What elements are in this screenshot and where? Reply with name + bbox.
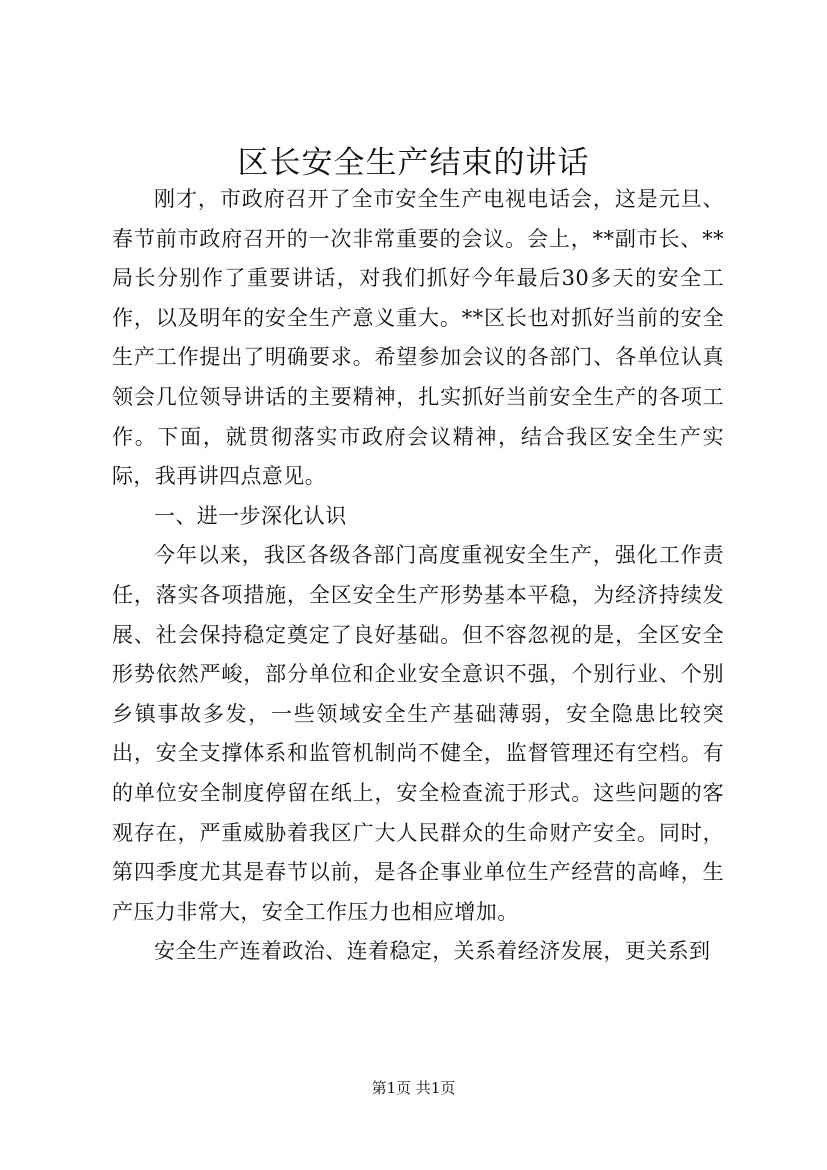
section-paragraph-1: 今年以来，我区各级各部门高度重视安全生产，强化工作责任，落实各项措施，全区安全生产形势基本平稳，为经济持续发展、社会保持稳定奠定了良好基础。但不容忽视的是，全区安全形势依然严峻，部分单位和企业安全意识不强，个别行业、个别乡镇事故多发，一些领域安全生产基础薄弱，安全隐患比较突出，安全支撑体系和监管机制尚不健全，监督管理还有空档。有的单位安全制度停留在纸上，安全检查流于形式。这些问题的客观存在，严重威胁着我区广大人民群众的生命财产安全。同时，第四季度尤其是春节以前，是各企事业单位生产经营的高峰，生产压力非常大，安全工作压力也相应增加。 [112, 543, 724, 924]
document-body [112, 180, 724, 972]
page-number-footer: 第1页 共1页 [371, 1079, 456, 1097]
intro-paragraph: 刚才，市政府召开了全市安全生产电视电话会，这是元旦、春节前市政府召开的一次非常重要的会议。会上，**副市长、**局长分别作了重要讲话，对我们抓好今年最后30多天的安全工作，以及明年的安全生产意义重大。**区长也对抓好当前的安全生产工作提出了明确要求。希望参加会议的各部门、各单位认真领会几位领导讲话的主要精神，扎实抓好当前安全生产的各项工作。下面，就贯彻落实市政府会议精神，结合我区安全生产实际，我再讲四点意见。 [112, 187, 724, 489]
document-title: 区长安全生产结束的讲话 [237, 145, 590, 181]
section-heading: 一、进一步深化认识 [154, 503, 347, 528]
section-paragraph-2: 安全生产连着政治、连着稳定，关系着经济发展，更关系到 [154, 939, 711, 964]
